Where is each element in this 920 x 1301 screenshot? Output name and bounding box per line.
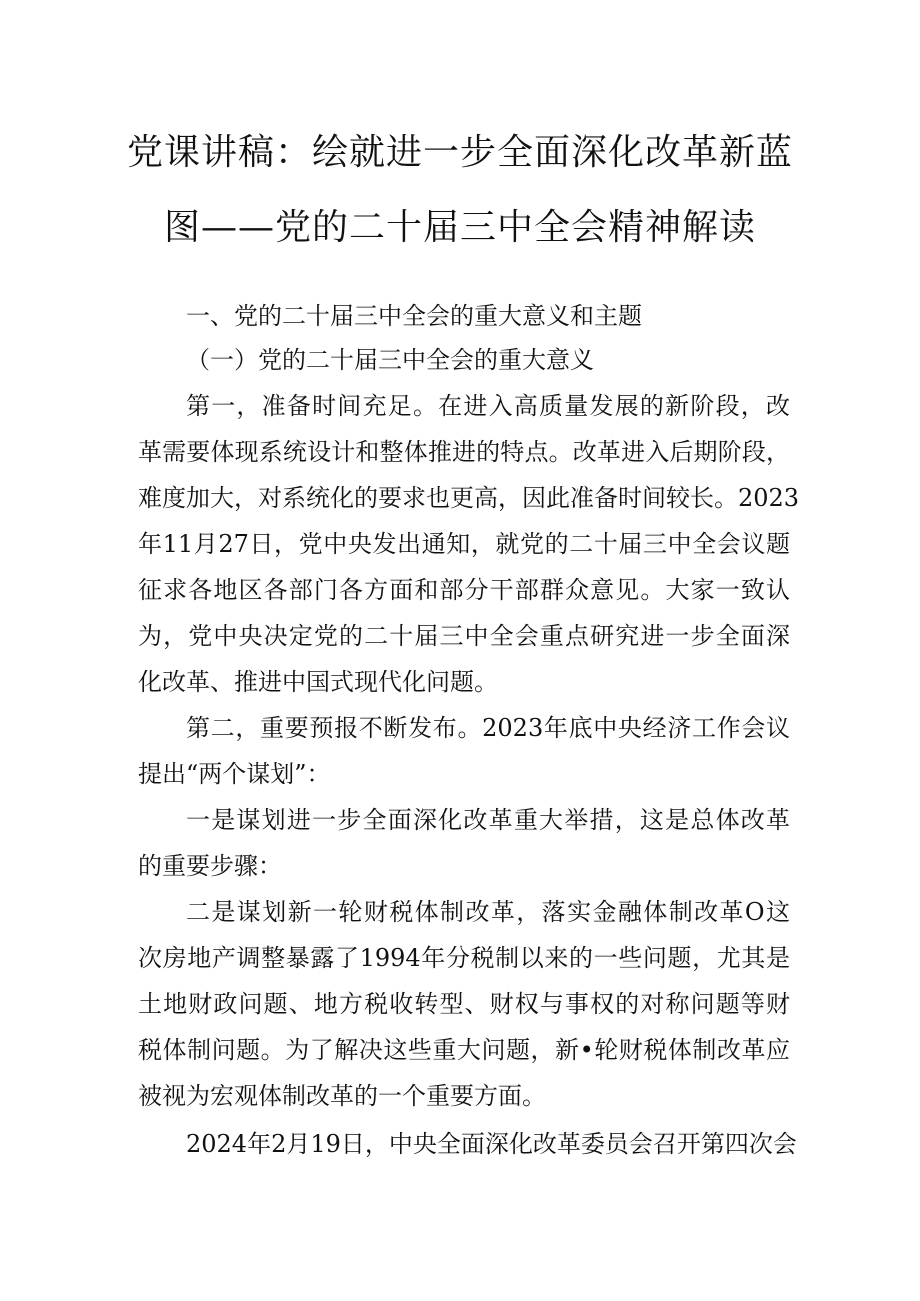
paragraph-line: 一是谋划进一步全面深化改革重大举措，这是总体改革 (186, 806, 790, 834)
paragraph-line: 土地财政问题、地方税收转型、财权与事权的对称问题等财 (138, 990, 790, 1018)
paragraph-line: 被视为宏观体制改革的一个重要方面。 (138, 1082, 546, 1110)
section-heading-1: 一、党的二十届三中全会的重大意义和主题 (186, 302, 642, 330)
paragraph-line: 的重要步骤： (138, 852, 282, 880)
paragraph-line: 提出“两个谋划”： (138, 760, 331, 788)
paragraph-line: 化改革、推进中国式现代化问题。 (138, 668, 498, 696)
section-heading-2: （一）党的二十届三中全会的重大意义 (186, 346, 594, 374)
paragraph-line: 第一，准备时间充足。在进入高质量发展的新阶段，改 (186, 392, 790, 420)
document-title-line-1: 党课讲稿：绘就进一步全面深化改革新蓝 (126, 132, 793, 173)
paragraph-line: 次房地产调整暴露了1994年分税制以来的一些问题，尤其是 (138, 944, 790, 972)
paragraph-line: 年11月27日，党中央发出通知，就党的二十届三中全会议题 (138, 530, 790, 558)
paragraph-line: 征求各地区各部门各方面和部分干部群众意见。大家一致认 (138, 576, 790, 604)
paragraph-line: 二是谋划新一轮财税体制改革，落实金融体制改革O这 (186, 898, 790, 926)
document-title-line-2: 图——党的二十届三中全会精神解读 (163, 207, 756, 248)
paragraph-line: 第二，重要预报不断发布。2023年底中央经济工作会议 (186, 714, 790, 742)
paragraph-line: 为，党中央决定党的二十届三中全会重点研究进一步全面深 (138, 622, 790, 650)
paragraph-line: 税体制问题。为了解决这些重大问题，新•轮财税体制改革应 (138, 1036, 790, 1064)
paragraph-line: 难度加大，对系统化的要求也更高，因此准备时间较长。2023 (138, 484, 800, 512)
paragraph-line: 革需要体现系统设计和整体推进的特点。改革进入后期阶段， (138, 438, 790, 466)
paragraph-line: 2024年2月19日，中央全面深化改革委员会召开第四次会 (186, 1130, 797, 1158)
